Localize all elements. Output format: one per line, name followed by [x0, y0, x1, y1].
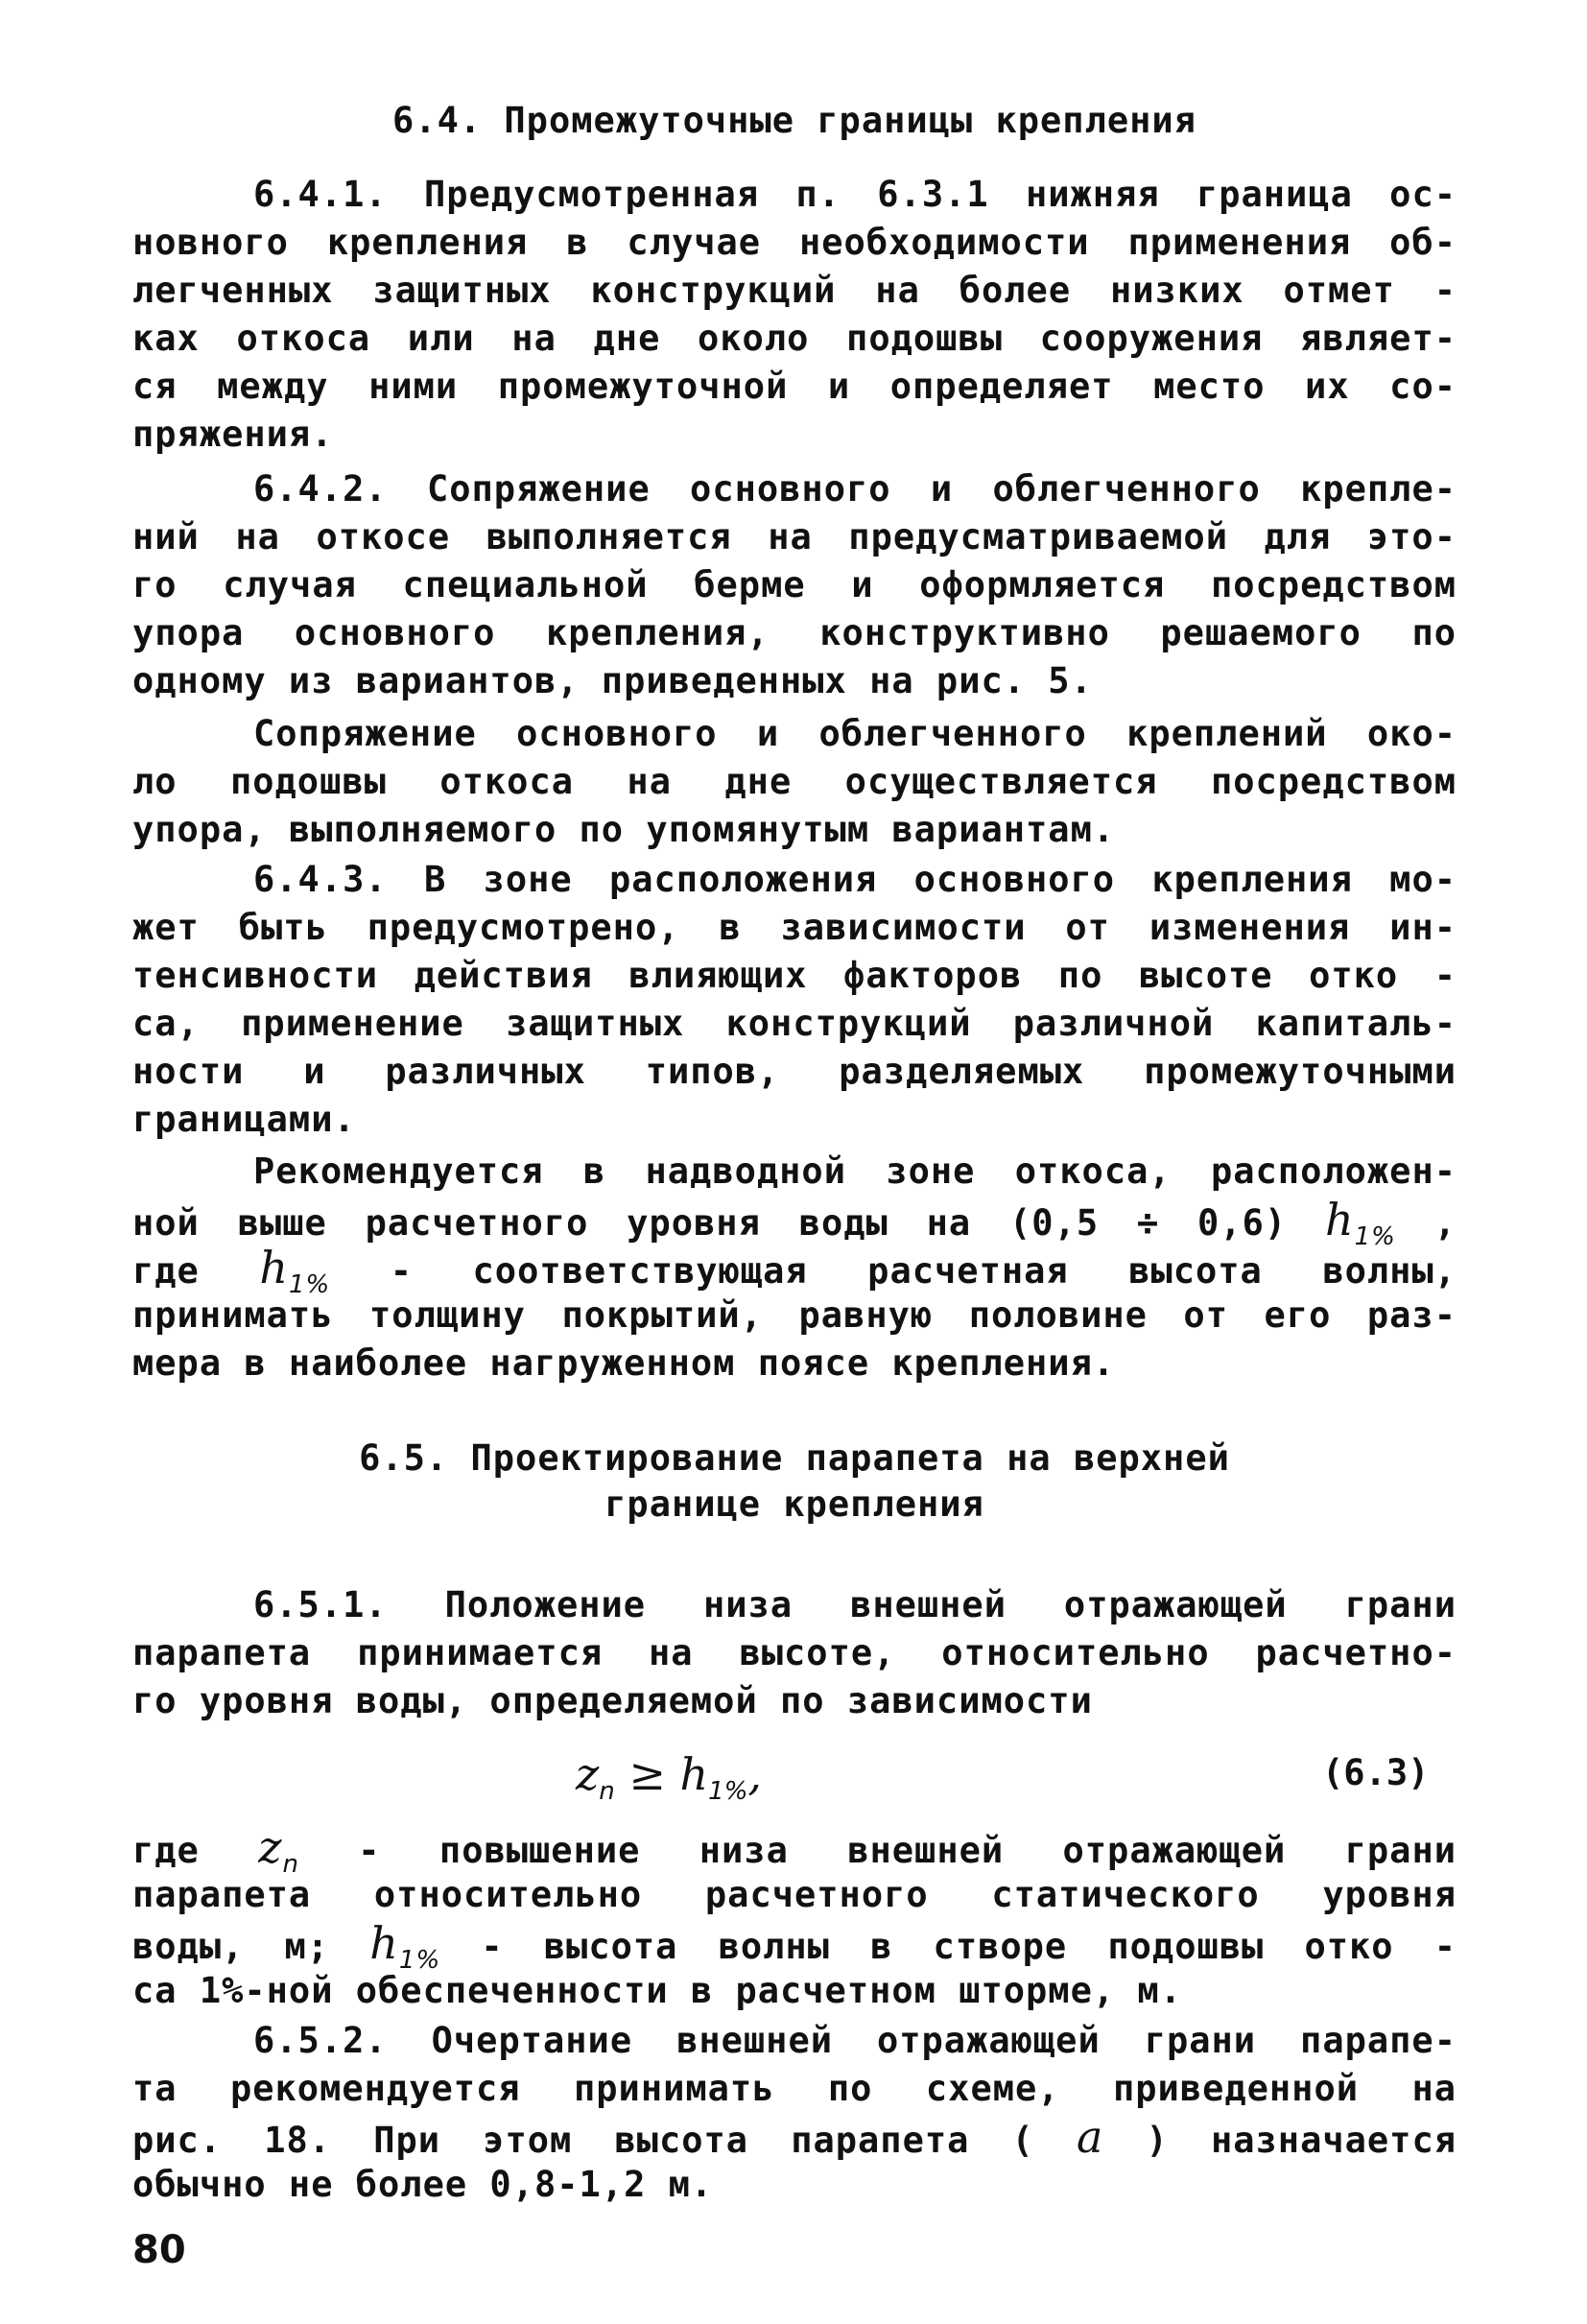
paragraph-6-4-2-continued: [132, 710, 1457, 854]
paragraph-6-4-2: [132, 465, 1457, 705]
wave-height-symbol: $h_{1\%}$: [259, 1242, 331, 1299]
text-line: Сопряжение основного и облегченного креплений око-: [253, 713, 1457, 754]
text-line: упора, выполняемого по упомянутым вариантам.: [132, 809, 1116, 850]
text-line-with-symbol: [132, 1917, 1457, 1975]
text-line: ности и различных типов, разделяемых промежуточными: [132, 1051, 1457, 1092]
text-line: обычно не более 0,8-1,2 м.: [132, 2164, 714, 2205]
section-heading-6-5: [132, 1435, 1457, 1528]
elevation-symbol: $z_n$: [258, 1821, 299, 1879]
paragraph-6-5-2: [132, 2017, 1457, 2209]
text-line: новного крепления в случае необходимости применения об-: [132, 222, 1457, 263]
paragraph-recommendation: [132, 1148, 1457, 1387]
text-line: легченных защитных конструкций на более низких отмет -: [132, 270, 1457, 311]
heading-line: 6.5. Проектирование парапета на верхней: [359, 1437, 1230, 1479]
text-line: 6.5.2. Очертание внешней отражающей грани парапе-: [253, 2020, 1457, 2061]
text-line: Рекомендуется в надводной зоне откоса, расположен-: [253, 1150, 1457, 1192]
text-line: 6.4.3. В зоне расположения основного крепления мо-: [253, 859, 1457, 900]
wave-height-symbol: $h_{1\%}$: [369, 1917, 441, 1975]
text-fragment: ,: [1433, 1202, 1457, 1244]
formula-operator: ≥: [628, 1748, 666, 1800]
text-line: ло подошвы откоса на дне осуществляется посредством: [132, 761, 1457, 802]
text-fragment: - высота волны в створе подошвы отко -: [481, 1926, 1457, 1967]
text-line-with-symbol: [132, 2113, 1457, 2161]
text-fragment: - повышение низа внешней отражающей грани: [358, 1830, 1457, 1871]
text-line: парапета принимается на высоте, относительно расчетно-: [132, 1632, 1457, 1673]
text-line: 6.5.1. Положение низа внешней отражающей грани: [253, 1584, 1457, 1625]
formula-number: (6.3): [1322, 1752, 1430, 1793]
text-fragment: ной выше расчетного уровня воды на (0,5 ÷ 0,6): [132, 1202, 1288, 1244]
text-fragment: где: [132, 1250, 200, 1292]
text-line: ся между ними промежуточной и определяет место их со-: [132, 366, 1457, 407]
paragraph-6-5-1: [132, 1581, 1457, 1725]
text-line: парапета относительно расчетного статического уровня: [132, 1874, 1457, 1915]
text-line: го уровня воды, определяемой по зависимости: [132, 1680, 1093, 1721]
text-line: упора основного крепления, конструктивно решаемого по: [132, 612, 1457, 653]
text-fragment: рис. 18. При этом высота парапета (: [132, 2120, 1034, 2161]
text-fragment: - соответствующая расчетная высота волны,: [390, 1250, 1457, 1292]
paragraph-6-4-1: [132, 171, 1457, 459]
text-line: одному из вариантов, приведенных на рис. 5.: [132, 660, 1093, 701]
text-line-with-symbol: [132, 1821, 1457, 1879]
text-line: та рекомендуется принимать по схеме, приведенной на: [132, 2068, 1457, 2109]
text-fragment: где: [132, 1830, 200, 1871]
text-line: го случая специальной берме и оформляется посредством: [132, 564, 1457, 605]
paragraph-formula-legend: [132, 1823, 1457, 2015]
text-line: ний на откосе выполняется на предусматриваемой для это-: [132, 516, 1457, 557]
text-line: пряжения.: [132, 414, 334, 455]
heading-line: границе крепления: [604, 1483, 984, 1525]
text-line: принимать толщину покрытий, равную половине от его раз-: [132, 1294, 1457, 1336]
section-heading-6-4: 6.4. Промежуточные границы крепления: [392, 100, 1196, 141]
text-line: 6.4.2. Сопряжение основного и облегченного крепле-: [253, 468, 1457, 510]
formula-expression: $z_n \ge h_{1\%}$,: [576, 1748, 763, 1806]
parapet-height-symbol: a: [1076, 2111, 1104, 2163]
paragraph-6-4-3: [132, 856, 1457, 1144]
page-number: 80: [132, 2228, 186, 2272]
text-fragment: ) назначается: [1146, 2120, 1457, 2161]
wave-height-symbol: $h_{1\%}$: [1324, 1194, 1396, 1251]
text-line: тенсивности действия влияющих факторов по высоте отко -: [132, 955, 1457, 996]
text-line: са 1%-ной обеспеченности в расчетном шторме, м.: [132, 1970, 1182, 2011]
text-line-with-symbol: [132, 1242, 1457, 1299]
text-line: жет быть предусмотрено, в зависимости от изменения ин-: [132, 907, 1457, 948]
text-line-with-symbol: [132, 1194, 1457, 1251]
text-line: са, применение защитных конструкций различной капиталь-: [132, 1003, 1457, 1044]
text-fragment: воды, м;: [132, 1926, 330, 1967]
text-line: мера в наиболее нагруженном поясе крепления.: [132, 1342, 1116, 1384]
text-line: границами.: [132, 1099, 356, 1140]
formula-6-3: [0, 1748, 1587, 1806]
text-line: ках откоса или на дне около подошвы сооружения являет-: [132, 318, 1457, 359]
text-line: 6.4.1. Предусмотренная п. 6.3.1 нижняя граница ос-: [253, 174, 1457, 215]
